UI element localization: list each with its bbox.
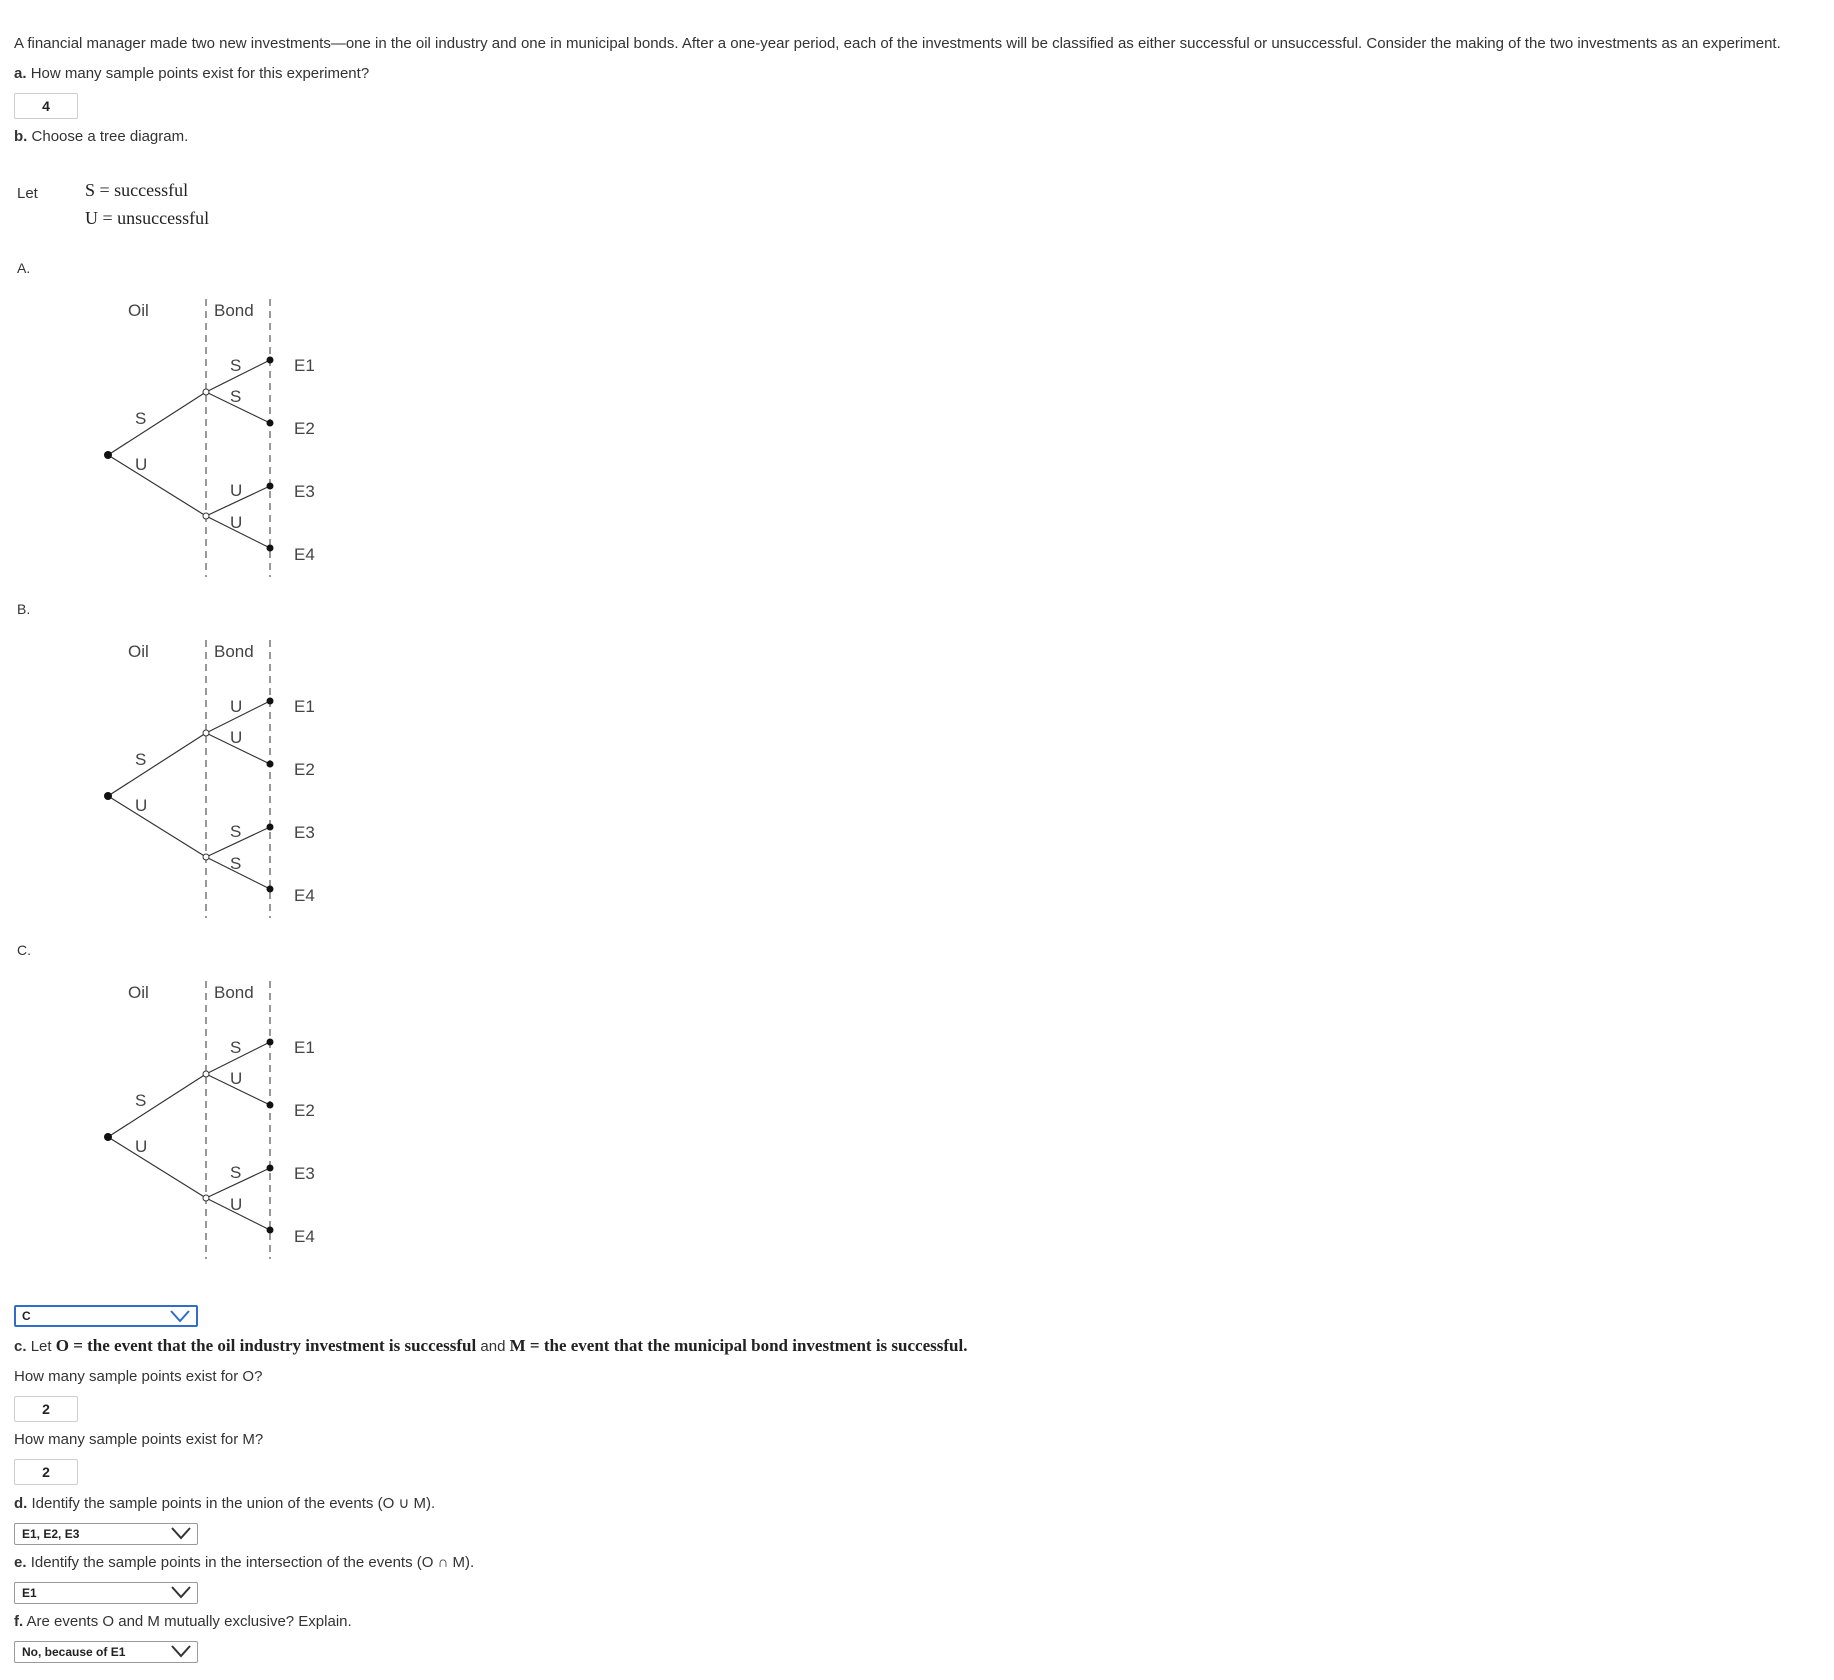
tree-a-bond-header: Bond (214, 301, 254, 320)
part-c-question-o: How many sample points exist for O? (14, 1368, 263, 1385)
tree-b-outcome-4: E4 (294, 886, 315, 905)
option-a-label: A. (17, 260, 31, 276)
definition-s: S = successful (85, 180, 189, 200)
tree-diagram-b[interactable] (0, 621, 360, 941)
tree-a-branch-3: S (230, 356, 242, 375)
tree-diagram-c[interactable] (0, 962, 360, 1282)
chevron-down-icon (171, 1645, 191, 1658)
tree-b-outcome-3: E3 (294, 823, 315, 842)
union-select-value: E1, E2, E3 (22, 1527, 80, 1541)
tree-c-branch-5: S (230, 1163, 242, 1182)
tree-b-outcome-2: E2 (294, 760, 315, 779)
tree-a-branch-2: U (135, 455, 148, 474)
part-f-question (14, 1612, 352, 1632)
m-sample-points-input[interactable]: 2 (14, 1459, 78, 1485)
part-a-label: a. (14, 65, 27, 82)
tree-a-oil-header: Oil (128, 301, 149, 320)
tree-c-branch-2: U (135, 1137, 148, 1156)
mutually-exclusive-select-value: No, because of E1 (22, 1645, 126, 1659)
tree-b-outcome-1: E1 (294, 697, 315, 716)
tree-b-branch-1: S (135, 750, 147, 769)
part-c-let: Let (30, 1338, 52, 1355)
tree-diagram-a[interactable] (0, 280, 360, 600)
part-a-text: How many sample points exist for this experiment? (30, 65, 370, 82)
part-c-question-m: How many sample points exist for M? (14, 1431, 264, 1448)
part-f-text: Are events O and M mutually exclusive? Explain. (26, 1613, 352, 1630)
tree-diagram-select-value: C (22, 1309, 31, 1323)
part-f-label: f. (14, 1613, 24, 1630)
tree-a-branch-1: S (135, 409, 147, 428)
tree-b-branch-6: S (230, 854, 242, 873)
option-c-label: C. (17, 942, 31, 958)
tree-c-branch-4: U (230, 1069, 243, 1088)
chevron-down-icon (171, 1527, 191, 1540)
part-c-statement (14, 1336, 967, 1357)
tree-a-outcome-2: E2 (294, 419, 315, 438)
tree-c-branch-6: U (230, 1195, 243, 1214)
definition-u: U = unsuccessful (85, 208, 210, 228)
part-d-text: Identify the sample points in the union of the events (O ∪ M). (31, 1495, 436, 1512)
part-b-label: b. (14, 128, 28, 145)
part-e-question (14, 1553, 474, 1573)
mutually-exclusive-select[interactable] (14, 1641, 198, 1663)
part-c-and: and (480, 1338, 506, 1355)
tree-c-oil-header: Oil (128, 983, 149, 1002)
part-e-label: e. (14, 1554, 27, 1571)
part-d-label: d. (14, 1495, 28, 1512)
part-b-question (14, 127, 188, 147)
tree-diagram-select[interactable] (14, 1305, 198, 1327)
option-b-label: B. (17, 601, 31, 617)
tree-a-outcome-1: E1 (294, 356, 315, 375)
part-a-question (14, 64, 369, 84)
tree-c-outcome-1: E1 (294, 1038, 315, 1057)
o-sample-points-input[interactable]: 2 (14, 1396, 78, 1422)
intro-text: A financial manager made two new investments—one in the oil industry and one in municipal bonds. After a one-year period, each of the investments will be classified as either successful or unsuccessful. Consider the making of the two investments as an experiment. (14, 35, 1781, 52)
tree-b-branch-2: U (135, 796, 148, 815)
part-e-text: Identify the sample points in the intersection of the events (O ∩ M). (30, 1554, 475, 1571)
union-select[interactable] (14, 1523, 198, 1545)
tree-b-branch-5: S (230, 822, 242, 841)
m-definition: M = the event that the municipal bond investment is successful. (509, 1336, 968, 1355)
part-c-label: c. (14, 1338, 27, 1355)
tree-a-branch-6: U (230, 513, 243, 532)
part-d-question (14, 1494, 435, 1514)
tree-b-branch-3: U (230, 697, 243, 716)
tree-b-branch-4: U (230, 728, 243, 747)
tree-c-outcome-3: E3 (294, 1164, 315, 1183)
tree-c-outcome-4: E4 (294, 1227, 315, 1246)
let-label: Let (17, 185, 38, 202)
tree-a-outcome-4: E4 (294, 545, 315, 564)
tree-c-branch-3: S (230, 1038, 242, 1057)
intersection-select[interactable] (14, 1582, 198, 1604)
intersection-select-value: E1 (22, 1586, 37, 1600)
tree-b-oil-header: Oil (128, 642, 149, 661)
part-b-text: Choose a tree diagram. (31, 128, 189, 145)
tree-a-outcome-3: E3 (294, 482, 315, 501)
tree-c-outcome-2: E2 (294, 1101, 315, 1120)
part-a-answer-input[interactable]: 4 (14, 93, 78, 119)
tree-b-bond-header: Bond (214, 642, 254, 661)
chevron-down-icon (171, 1586, 191, 1599)
tree-a-branch-4: S (230, 387, 242, 406)
o-definition: O = the event that the oil industry investment is successful (55, 1336, 477, 1355)
tree-c-bond-header: Bond (214, 983, 254, 1002)
tree-a-branch-5: U (230, 481, 243, 500)
chevron-down-icon (170, 1310, 190, 1323)
tree-c-branch-1: S (135, 1091, 147, 1110)
